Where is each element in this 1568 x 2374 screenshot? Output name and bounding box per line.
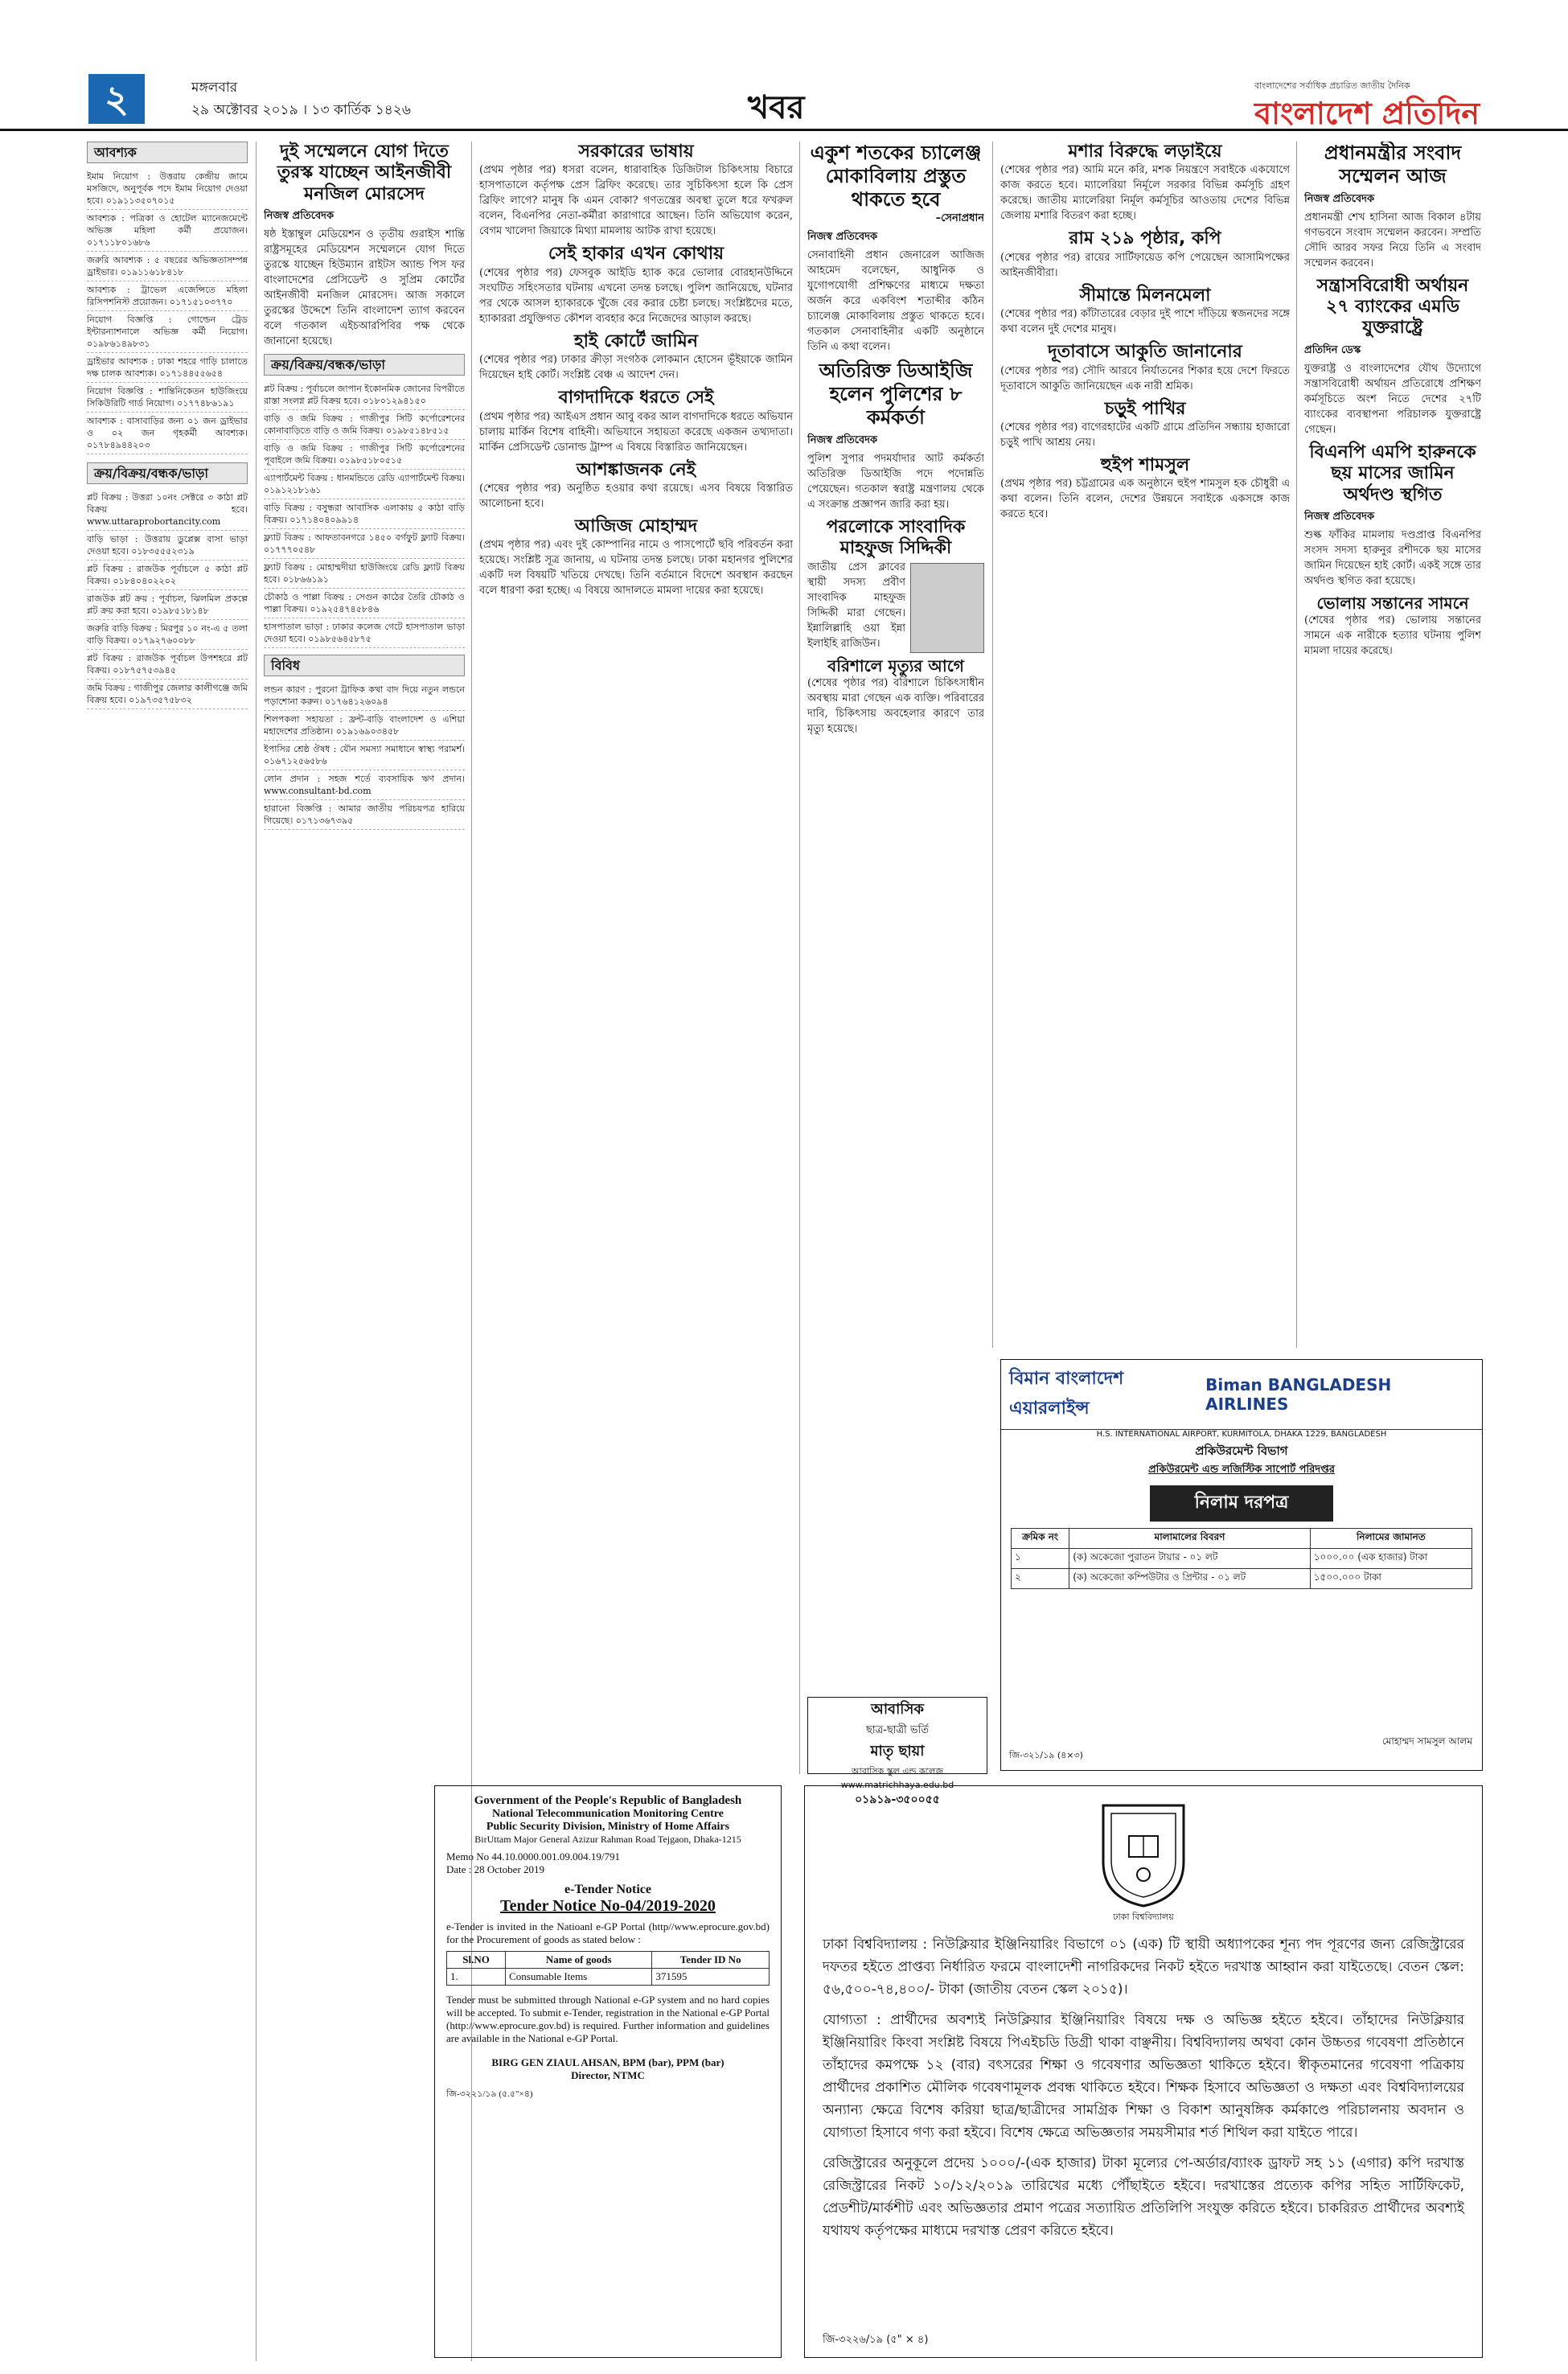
article-body: (শেষের পৃষ্ঠার পর) বাগেরহাটের একটি গ্রামে প্রতিদিন সন্ধ্যায় হাজারো চড়ুই পাখি আশ্রয় নেয়। <box>1000 421 1290 449</box>
headline: রাম ২১৯ পৃষ্ঠার, কপি <box>1069 228 1221 249</box>
classified-ad: নিয়োগ বিজ্ঞপ্তি : গোল্ডেন ট্রেড ইন্টারন্যাশনালে অভিজ্ঞ কর্মী নিয়োগ। ০১৯৮৬১৪৯৮৩১ <box>87 311 248 353</box>
biman-address: H.S. INTERNATIONAL AIRPORT, KURMITOLA, DHAKA 1229, BANGLADESH <box>1096 1430 1387 1439</box>
classified-ad: রাজউক প্লট ক্রয় : পূর্বাচল, ঝিলমিল প্রকল্পে প্লট ক্রয় করা হবে। ০১৯৮৫১৮১৪৮ <box>87 590 248 620</box>
table-header: Name of goods <box>506 1952 652 1969</box>
classifieds-heading-2: ক্রয়/বিক্রয়/বন্ধক/ভাড়া <box>87 462 248 484</box>
newspaper-logo: বাংলাদেশ প্রতিদিন <box>1254 96 1480 131</box>
article-body: (প্রথম পৃষ্ঠার পর) ধসরা বলেন, ধারাবাহিক ডিজিটাল চিকিৎসায় বিচারে হাসপাতালে কর্তৃপক্ষ প্রেস ব্রিফিং করেছে। তার সুচিকিৎসা হলে কি প্রেস ব্রিফিং লাগে? মানুষ কি এমন বোকা? গণতন্ত্রের অবস্থা তুলে ধরে ফখরুল বলেন, বিএনপির নেতা-কর্মীরা কারাগারে আছেন। তিনি অভিযোগ করেন, বেগম খালেদা জিয়াকে মিথ্যা মামলায় আটক রাখা হয়েছে। <box>479 164 793 238</box>
article-body: (শেষের পৃষ্ঠার পর) রায়ের সার্টিফায়েড কপি পেয়েছেন আসামিপক্ষের আইনজীবীরা। <box>1000 251 1290 279</box>
headline: সেই হাকার এখন কোথায় <box>548 244 724 265</box>
classified-ad: জরুরি আবশ্যক : ৫ বছরের অভিজ্ঞতাসম্পন্ন ড্রাইভার। ০১৯১১৬১৮৪১৮ <box>87 252 248 281</box>
headline-army-chief: একুশ শতকের চ্যালেঞ্জ মোকাবিলায় প্রস্তুত থাকতে হবে <box>810 142 982 211</box>
ad-subtitle: ছাত্র-ছাত্রী ভর্তি <box>865 1724 930 1736</box>
table-header: Tender ID No <box>652 1952 770 1969</box>
article-body: (শেষের পৃষ্ঠার পর) বরিশালে চিকিৎসাধীন অবস্থায় মারা গেছেন এক ব্যক্তি। পরিবারের দাবি, চিকিৎসায় অবহেলার কারণে তার মৃত্যু হয়েছে। <box>807 676 984 735</box>
biman-signer: মোহাম্মদ সামসুল আলম <box>1381 1735 1472 1747</box>
page-header <box>0 0 1568 131</box>
classified-ad: শিলপকলা সহায়তা : ফ্রন্ট-বাড়ি বাংলাদেশ ও এশিয়া মহাদেশের প্রতিষ্ঠান। ০১৯১৬৯০৩৪৫৮ <box>264 711 465 741</box>
table-header: মালামালের বিবরণ <box>1069 1529 1311 1549</box>
classified-ad: লোন প্রদান : সহজ শর্তে ব্যবসায়িক ঋণ প্রদান। www.consultant-bd.com <box>264 770 465 800</box>
headline: হুইপ শামসুল <box>1100 454 1190 475</box>
table-cell: ১ <box>1011 1549 1069 1569</box>
seal-caption: ঢাকা বিশ্ববিদ্যালয় <box>1113 1912 1174 1922</box>
byline: প্রতিদিন ডেস্ক <box>1304 343 1361 356</box>
classified-ad: প্লট বিক্রয় : পূর্বাচলে জাপান ইকোনমিক জোনের বিপরীতে রাস্তা সংলগ্ন প্লট বিক্রয় হবে। ০১৮০১২৯৪১৫০ <box>264 380 465 410</box>
tender-memo: Memo No 44.10.0000.001.09.004.19/791 <box>446 1850 620 1863</box>
article-body: (শেষের পৃষ্ঠার পর) কাঁটাতারের বেড়ার দুই পাশে দাঁড়িয়ে স্বজনদের সঙ্গে কথা বলেন দুই দেশের মানুষ। <box>1000 308 1290 336</box>
biman-logo-bn: বিমান বাংলাদেশ এয়ারলাইন্স <box>1009 1369 1124 1419</box>
tender-footer: Tender must be submitted through National e-GP system and no hard copies will be accepted. To submit e-Tender, registration in the National e-GP Portal (http://www.eprocure.gov.bd) is required. Further information and guidelines are available in the National e-GP Portal. <box>446 1994 770 2044</box>
article-body: জাতীয় প্রেস ক্লাবের স্থায়ী সদস্য প্রবীণ সাংবাদিক মাহফুজ সিদ্দিকী মারা গেছেন। ইন্নালিল্লাহি ওয়া ইন্না ইলাইহি রাজিউন। <box>807 561 905 650</box>
ad-title: আবাসিক <box>871 1701 924 1718</box>
headline-turkey-conference: দুই সম্মেলনে যোগ দিতে তুরস্ক যাচ্ছেন আইনজীবী মনজিল মোরসেদ <box>277 142 452 204</box>
article-body: সেনাবাহিনী প্রধান জেনারেল আজিজ আহমেদ বলেছেন, আধুনিক ও যুগোপযোগী প্রশিক্ষণের মাধ্যমে দক্ষতা অর্জন করে একবিংশ শতাব্দীর কঠিন চ্যালেঞ্জ মোকাবিলায় প্রস্তুত থাকতে হবে। গতকাল সেনাবাহিনীর একটি অনুষ্ঠানে তিনি এ কথা বলেন। <box>807 249 984 354</box>
issue-day: মঙ্গলবার <box>191 80 238 96</box>
classified-ad: জমি বিক্রয় : গাজীপুর জেলার কালীগঞ্জে জমি বিক্রয় হবে। ০১৯৭৩৫৭৫৮৩২ <box>87 680 248 709</box>
classified-ad: চৌকাঠ ও পাল্লা বিক্রয় : সেগুন কাঠের তৈরি চৌকাঠ ও পাল্লা বিক্রয়। ০১৯২৫৪৭৪৫৮৪৬ <box>264 589 465 618</box>
headline: চড়ুই পাখির <box>1104 398 1186 419</box>
headline: সীমান্তে মিলনমেলা <box>1079 285 1211 306</box>
classified-ad: নিয়োগ বিজ্ঞপ্তি : শান্তিনিকেতন হাউজিংয়ে সিকিউরিটি গার্ড নিয়োগ। ০১৭৭৪৮৬১৯১ <box>87 383 248 413</box>
table-cell: ১৫০০.০০০ টাকা <box>1310 1569 1472 1589</box>
classified-ad: বাড়ি বিক্রয় : বসুন্ধরা আবাসিক এলাকায় ৫ কাঠা বাড়ি বিক্রয়। ০১৭১৪০৪০৯৯১৪ <box>264 499 465 529</box>
article-body: (প্রথম পৃষ্ঠার পর) চট্টগ্রামের এক অনুষ্ঠানে হুইপ শামসুল হক চৌধুরী এ কথা বলেন। তিনি বলেন, দেশের উন্নয়নে সবাইকে একসঙ্গে কাজ করতে হবে। <box>1000 478 1290 521</box>
du-application: রেজিস্ট্রারের অনুকূলে প্রদেয় ১০০০/-(এক হাজার) টাকা মূল্যের পে-অর্ডার/ব্যাংক ড্রাফট সহ ১১ (এগার) কপি দরখাস্ত রেজিস্ট্রারের নিকট ১০/১২/২০১৯ তারিখের মধ্যে পৌঁছাইতে হইবে। দরখাস্তের প্রত্যেক কপির সহিত সার্টিফিকেট, প্রেডশীট/মার্কশীট এবং অভিজ্ঞতার প্রমাণ পত্রের সত্যায়িত প্রতিলিপি সংযুক্ত করিতে হইবে। চাকরিরত প্রার্থীদের অবশ্যই যথাযথ কর্তৃপক্ষের মাধ্যমে দরখাস্ত প্রেরণ করিতে হইবে। <box>823 2155 1464 2239</box>
table-cell: 371595 <box>652 1969 770 1986</box>
column-2 <box>264 142 465 1774</box>
table-cell: 1. <box>447 1969 506 1986</box>
table-header: ক্রমিক নং <box>1011 1529 1069 1549</box>
auction-table <box>1011 1528 1472 1589</box>
article-body: (শেষের পৃষ্ঠার পর) ঢাকার ক্রীড়া সংগঠক লোকমান হোসেন ভূঁইয়াকে জামিন দিয়েছেন হাই কোর্ট। সংশ্লিষ্ট বেঞ্চ এ আদেশ দেন। <box>479 354 793 382</box>
classified-ad: লন্ডন কারণ : পুরনো ট্রাফিক কথা বাদ দিয়ে নতুন লন্ডনে পড়াশোনা করুন। ০১৭৬৪১২৬০৯৪ <box>264 681 465 711</box>
table-row <box>1011 1549 1472 1569</box>
classified-ad: আবশ্যক : পত্রিকা ও হোটেল ম্যানেজমেন্টে অভিজ্ঞ মহিলা কর্মী প্রয়োজন। ০১৭১১৮০১৬৮৬ <box>87 210 248 252</box>
table-row <box>1011 1569 1472 1589</box>
table-cell: ২ <box>1011 1569 1069 1589</box>
tender-division: Public Security Division, Ministry of Home Affairs <box>486 1821 730 1833</box>
column-6 <box>1304 142 1481 1332</box>
du-announcement: ঢাকা বিশ্ববিদ্যালয় : নিউক্লিয়ার ইঞ্জিনিয়ারিং বিভাগে ০১ (এক) টি স্থায়ী অধ্যাপকের শূন্য পদ পূরণের জন্য রেজিস্ট্রারের দফতর হইতে প্রাপ্তব্য নির্ধারিত ফরমে বাংলাদেশী নাগরিকদের নিকট হইতে দরখাস্ত আহ্বান করা যাইতেছে। বেতন স্কেল: ৫৬,৫০০-৭৪,৪০০/- টাকা (জাতীয় বেতন স্কেল ২০১৫)। <box>823 1937 1464 1998</box>
column-5 <box>1000 142 1290 1332</box>
column-divider <box>799 142 800 1774</box>
tender-notice <box>434 1785 782 2358</box>
headline-bank-md: সন্ত্রাসবিরোধী অর্থায়ন ২৭ ব্যাংকের এমডি যুক্তরাষ্ট্রে <box>1316 275 1469 339</box>
headline: ভোলায় সন্তানের সামনে <box>1316 593 1469 613</box>
dhaka-university-ad <box>804 1785 1483 2358</box>
article-body: প্রধানমন্ত্রী শেখ হাসিনা আজ বিকাল ৪টায় গণভবনে সংবাদ সম্মেলন করবেন। সম্প্রতি সৌদি আরব সফর নিয়ে তিনি এ সংবাদ সম্মেলন করবেন। <box>1304 211 1481 269</box>
byline: নিজস্ব প্রতিবেদক <box>807 433 878 446</box>
tender-date: Date : 28 October 2019 <box>446 1863 545 1875</box>
biman-logo-en: Biman BANGLADESH AIRLINES <box>1205 1375 1392 1414</box>
article-body: পুলিশ সুপার পদমর্যাদার আট কর্মকর্তা অতিরিক্ত ডিআইজি পদে পদোন্নতি পেয়েছেন। গতকাল স্বরাষ্ট্র মন্ত্রণালয় থেকে এ সংক্রান্ত প্রজ্ঞাপন জারি করা হয়। <box>807 452 984 511</box>
du-qualification: যোগ্যতা : প্রার্থীদের অবশ্যই নিউক্লিয়ার ইঞ্জিনিয়ারিং বিষয়ে দক্ষ ও অভিজ্ঞ হইতে হইবে। তাঁহাদের নিউক্লিয়ার ইঞ্জিনিয়ারিং কিংবা সংশ্লিষ্ট বিষয়ে পিএইচডি ডিগ্রী থাকা বাঞ্ছনীয়। বিশ্ববিদ্যালয় অথবা কোন উচ্চতর গবেষণা প্রতিষ্ঠানে তাঁহাদের কমপক্ষে ১২ (বার) বৎসরের শিক্ষা ও গবেষণার অভিজ্ঞতা থাকিতে হইবে। স্বীকৃতমানের গবেষণা পত্রিকায় প্রার্থীদের প্রকাশিত মৌলিক গবেষণামূলক প্রবন্ধ থাকিতে হইবে। শিক্ষক হিসাবে অভিজ্ঞতা ও দক্ষতা এবং বিশ্ববিদ্যালয়ের অন্যান্য ক্ষেত্রে বিশেষ করিয়া ছাত্র/ছাত্রীদের সামগ্রিক শিক্ষা ও বিকাশ আনুষঙ্গিক কর্মকাণ্ডে পরিচালনায় অবদান ও যোগ্যতা হিসাবে গণ্য করা হইবে। বিশেষ ক্ষেত্রে অভিজ্ঞতার সময়সীমার শর্ত শিথিল করা যাইতে পারে। <box>823 2012 1464 2141</box>
classified-ad: প্লট বিক্রয় : রাজউক পূর্বাচলে ৫ কাঠা প্লট বিক্রয়। ০১৮৪০৪০২২০২ <box>87 561 248 590</box>
headline: বরিশালে মৃত্যুর আগে <box>827 655 964 676</box>
column-divider <box>992 142 993 1348</box>
issue-date: ২৯ অক্টোবর ২০১৯ । ১৩ কার্তিক ১৪২৬ <box>191 102 411 118</box>
tender-intro: e-Tender is invited in the Natioanl e-GP Portal (http//www.eprocure.gov.bd) for the Procurement of goods as stated below : <box>446 1920 770 1945</box>
classified-ad: ইমাম নিয়োগ : উত্তরায় কেন্দ্রীয় জামে মসজিদে, অনুপূর্বক পদে ইমাম নিয়োগ দেওয়া হবে। ০১৯১১৩৫০৭০১৫ <box>87 168 248 210</box>
article-body: (শেষের পৃষ্ঠার পর) অনুষ্ঠিত হওয়ার কথা রয়েছে। এসব বিষয়ে বিস্তারিত আলোচনা হবে। <box>479 482 793 510</box>
classified-ad: বাড়ি ও জমি বিক্রয় : গাজীপুর সিটি কর্পোরেশনের কোনাবাড়িতে বাড়ি ও জমি বিক্রয়। ০১৯৮৫১৪৮৫১৫ <box>264 410 465 440</box>
article-body: (শেষের পৃষ্ঠার পর) সৌদি আরবে নির্যাতনের শিকার হয়ে দেশে ফিরতে দূতাবাসে আকুতি জানিয়েছেন এক নারী শ্রমিক। <box>1000 364 1290 392</box>
section-title: খবর <box>748 89 805 126</box>
classified-ad: বাড়ি ভাড়া : উত্তরায় ডুপ্লেক্স বাসা ভাড়া দেওয়া হবে। ০১৮৩৫৫৫২৩১৯ <box>87 531 248 561</box>
table-header: Sl.NO <box>447 1952 506 1969</box>
classified-ad: আবশ্যক : বাসাবাড়ির জন্য ০১ জন ড্রাইভার ও ০২ জন গৃহকর্মী আবশ্যক। ০১৭৮৪৯৪৪২০৩ <box>87 413 248 454</box>
classifieds-heading: আবশ্যক <box>87 142 248 163</box>
byline: নিজস্ব প্রতিবেদক <box>807 231 878 244</box>
byline: নিজস্ব প্রতিবেদক <box>264 210 335 223</box>
classified-ad: আবশ্যক : ট্রাভেল এজেন্সিতে মহিলা রিসিপশনিস্ট প্রয়োজন। ০১৭১৫১০৩৭৭০ <box>87 281 248 311</box>
tender-title: Tender Notice No-04/2019-2020 <box>500 1897 716 1915</box>
ad-code: জি-৩২২৬/১৯ (৫" × ৪) <box>823 2334 929 2346</box>
article-body: (শেষের পৃষ্ঠার পর) ফেসবুক আইডি হ্যাক করে ভোলার বোরহানউদ্দিনে সংঘটিত সহিংসতার ঘটনায় এখনো তদন্ত চলছে। পুলিশ জানিয়েছে, ঘটনার পর থেকে আসল হ্যাকারকে খুঁজে বের করার চেষ্টা চলছে। সংশ্লিষ্টদের মতে, হ্যাকাররা প্রযুক্তিগত কৌশল ব্যবহার করে নিজেদের আড়াল করছে। <box>479 266 793 325</box>
headline-dig-promotion: অতিরিক্ত ডিআইজি হলেন পুলিশের ৮ কর্মকর্তা <box>819 359 973 429</box>
auction-title: নিলাম দরপত্র <box>1150 1485 1333 1522</box>
column-divider <box>1296 142 1297 1348</box>
classified-ad: এ্যাপার্টমেন্ট বিক্রয় : ধানমন্ডিতে রেডি এ্যাপার্টমেন্ট বিক্রয়। ০১৯১২১৮১৬১ <box>264 470 465 499</box>
headline-bnp-mp: বিএনপি এমপি হারুনকে ছয় মাসের জামিন অর্থদণ্ড স্থগিত <box>1309 442 1476 505</box>
classified-ad: হারানো বিজ্ঞপ্তি : আমার জাতীয় পরিচয়পত্র হারিয়ে গিয়েছে। ০১৭১৩৬৭৩৯৫ <box>264 800 465 830</box>
classified-ad: ইপাসির শ্রেষ্ঠ ঔষধ : যৌন সমস্যা সমাধানে স্বাস্থ্য পরামর্শ। ০১৬৭১২৫৬৫৮৬ <box>264 741 465 770</box>
classified-ad: ফ্ল্যাট বিক্রয় : আফতাবনগরে ১৪৫০ বর্গফুট ফ্ল্যাট বিক্রয়। ০১৭৭৭০৫৪৮ <box>264 529 465 559</box>
portrait-photo <box>910 563 984 653</box>
attribution: –সেনাপ্রধান <box>935 212 984 225</box>
classified-ad: প্লট বিক্রয় : উত্তরা ১০নং সেক্টরে ৩ কাঠা প্লট বিক্রয় হবে। www.uttaraprobortancity.com <box>87 489 248 531</box>
tender-etender: e-Tender Notice <box>564 1883 651 1896</box>
article-body: (শেষের পৃষ্ঠার পর) ভোলায় সন্তানের সামনে এক নারীকে হত্যার ঘটনায় পুলিশ মামলা দায়ের করেছে। <box>1304 614 1481 657</box>
headline: আজিজ মোহাম্মদ <box>574 515 698 536</box>
tender-table <box>446 1951 770 1986</box>
headline-pm-press: প্রধানমন্ত্রীর সংবাদ সম্মেলন আজ <box>1324 142 1462 187</box>
biman-dept: প্রকিউরমেন্ট বিভাগ <box>1195 1444 1288 1458</box>
classified-ad: হাসপাতাল ভাড়া : ঢাকার কলেজ গেটে হাসপাতাল ভাড়া দেওয়া হবে। ০১৯৮৫৬৪৫৮৭৫ <box>264 618 465 648</box>
headline: বাগদাদিকে ধরতে সেই <box>558 388 714 409</box>
article-body: শুল্ক ফাঁকির মামলায় দণ্ডপ্রাপ্ত বিএনপির সংসদ সদস্য হারুনুর রশীদকে ছয় মাসের জামিন দিয়েছেন হাই কোর্ট। একই সঙ্গে তার অর্থদণ্ড স্থগিত করা হয়েছে। <box>1304 528 1481 587</box>
tender-gov: Government of the People's Republic of Bangladesh <box>474 1794 742 1807</box>
classified-ad: বাড়ি ও জমি বিক্রয় : গাজীপুর সিটি কর্পোরেশনের পূবাইলে জমি বিক্রয়। ০১৯৮৫১৮০৫১৫ <box>264 440 465 470</box>
article-body: (প্রথম পৃষ্ঠার পর) আইএস প্রধান আবু বকর আল বাগদাদিকে ধরতে অভিযান চালায় মার্কিন বিশেষ বাহিনী। অভিযানে সহায়তা করেছে একজন তথ্যদাতা। মার্কিন প্রেসিডেন্ট ডোনাল্ড ট্রাম্প এ বিষয়ে বিস্তারিত জানিয়েছেন। <box>479 410 793 454</box>
table-row <box>447 1969 770 1986</box>
article-body: ষষ্ঠ ইস্তাম্বুল মেডিয়েশন ও তৃতীয় গুরাইস শান্তি রাষ্ট্রসমূহের মেডিয়েশন সম্মেলনে যোগ দিতে তুরস্কে যাচ্ছেন হিউম্যান রাইটস অ্যান্ড পিস ফর বাংলাদেশের প্রেসিডেন্ট ও সুপ্রিম কোর্টের আইনজীবী মনজিল মোরসেদ। আজ সকালে তুরস্কের উদ্দেশে তিনি বাংলাদেশ ত্যাগ করবেন বলে গতকাল এইচআরপিবির পক্ষ থেকে জানানো হয়েছে। <box>264 228 465 348</box>
ad-school-type: আবাসিক স্কুল এন্ড কলেজ <box>851 1766 944 1776</box>
ad-code: জি-৩২১/১৯ (৪×৩) <box>1009 1750 1083 1760</box>
classified-ad: জরুরি বাড়ি বিক্রয় : মিরপুর ১০ নং-এ ৫ তলা বাড়ি বিক্রয়। ০১৭৯২৭৬০০৮৮ <box>87 620 248 650</box>
column-3 <box>479 142 793 1774</box>
table-header: নিলামের জামানত <box>1310 1529 1472 1549</box>
column-divider <box>256 142 257 2361</box>
logo-tagline: বাংলাদেশের সর্বাধিক প্রচারিত জাতীয় দৈনিক <box>1254 80 1410 91</box>
ad-school-name: মাতৃ ছায়া <box>870 1743 925 1760</box>
headline: মশার বিরুদ্ধে লড়াইয়ে <box>1068 142 1222 162</box>
ad-phone: ০১৯১৯-৩৫০০৫৫ <box>855 1793 940 1806</box>
misc-heading: বিবিধ <box>264 655 465 676</box>
headline: সরকারের ভাষায় <box>578 142 694 162</box>
headline-obituary: পরলোকে সাংবাদিক মাহফুজ সিদ্দিকী <box>826 516 966 559</box>
headline: আশঙ্কাজনক নেই <box>576 459 696 480</box>
biman-dept2: প্রকিউরমেন্ট এন্ড লজিস্টিক সাপোর্ট পরিদপ্তর <box>1147 1464 1336 1476</box>
tender-org: National Telecommunication Monitoring Centre <box>492 1808 724 1820</box>
classified-ad: প্লট বিক্রয় : রাজউক পূর্বাচল উপশহরে প্লট বিক্রয়। ০১৮৭৫৭৫৩৯৪৫ <box>87 650 248 680</box>
classified-ad: ফ্ল্যাট বিক্রয় : মোহাম্মদীয়া হাউজিংয়ে রেডি ফ্ল্যাট বিক্রয় হবে। ০১৮৬৬১৯১ <box>264 559 465 589</box>
university-seal-icon <box>1095 1797 1192 1910</box>
school-admission-ad <box>807 1697 987 1806</box>
column-4 <box>807 142 984 1694</box>
byline: নিজস্ব প্রতিবেদক <box>1304 192 1375 205</box>
biman-auction-ad <box>1000 1359 1483 1771</box>
table-cell: (ক) অকেজো পুরাতন টায়ার - ০১ লট <box>1069 1549 1311 1569</box>
ad-website: www.matrichhaya.edu.bd <box>840 1780 954 1790</box>
classified-ad: ড্রাইভার আবশ্যক : ঢাকা শহরে গাড়ি চালাতে দক্ষ চালক আবশ্যক। ০১৭১৪৪৫৫৬৫৪ <box>87 353 248 383</box>
table-cell: ১০০০.০০ (এক হাজার) টাকা <box>1310 1549 1472 1569</box>
table-cell: Consumable Items <box>506 1969 652 1986</box>
article-body: যুক্তরাষ্ট্র ও বাংলাদেশের যৌথ উদ্যোগে সন্ত্রাসবিরোধী অর্থায়ন প্রতিরোধে প্রশিক্ষণ কর্মসূচিতে অংশ নিতে দেশের ২৭টি ব্যাংকের ব্যবস্থাপনা পরিচালক যুক্তরাষ্ট্রে গেছেন। <box>1304 362 1481 436</box>
page-number: ২ <box>88 74 145 124</box>
article-body: (প্রথম পৃষ্ঠার পর) এবং দুই কোম্পানির নামে ও পাসপোর্টে ছবি পরিবর্তন করা হয়েছে। সংশ্লিষ্ট সূত্র জানায়, এ ঘটনায় তদন্ত চলছে। ঢাকা মহানগর পুলিশের একটি দল বিষয়টি খতিয়ে দেখছে। তিনি বর্তমানে বিদেশে অবস্থান করছেন বলে ধারণা করা হচ্ছে। এ বিষয়ে আদালতে মামলা দায়ের করা হয়েছে। <box>479 539 793 598</box>
headline: দূতাবাসে আকুতি জানানোর <box>1048 342 1242 363</box>
article-body: (শেষের পৃষ্ঠার পর) আমি মনে করি, মশক নিয়ন্ত্রণে সবাইকে একযোগে কাজ করতে হবে। ম্যালেরিয়া নির্মূলে সরকার বিভিন্ন কর্মসূচি গ্রহণ করেছে। জাতীয় ম্যালেরিয়া নির্মূল কর্মসূচির আওতায় দেশের বিভিন্ন জেলায় মশারি বিতরণ করা হচ্ছে। <box>1000 164 1290 223</box>
table-cell: (ক) অকেজো কম্পিউটার ও প্রিন্টার - ০১ লট <box>1069 1569 1311 1589</box>
tender-address: BirUttam Major General Azizur Rahman Road Tejgaon, Dhaka-1215 <box>474 1834 741 1845</box>
classifieds-column <box>87 142 248 2361</box>
byline: নিজস্ব প্রতিবেদক <box>1304 510 1375 523</box>
classifieds-heading: ক্রয়/বিক্রয়/বন্ধক/ভাড়া <box>264 354 465 376</box>
university-seal <box>805 1797 1482 1910</box>
ad-code: জি-৩২২১/১৯ (৫.৫"×৪) <box>446 2089 533 2099</box>
tender-signer-title: Director, NTMC <box>571 2069 645 2081</box>
tender-signer: BIRG GEN ZIAUL AHSAN, BPM (bar), PPM (bar) <box>491 2056 724 2068</box>
headline: হাই কোর্টে জামিন <box>574 331 698 351</box>
